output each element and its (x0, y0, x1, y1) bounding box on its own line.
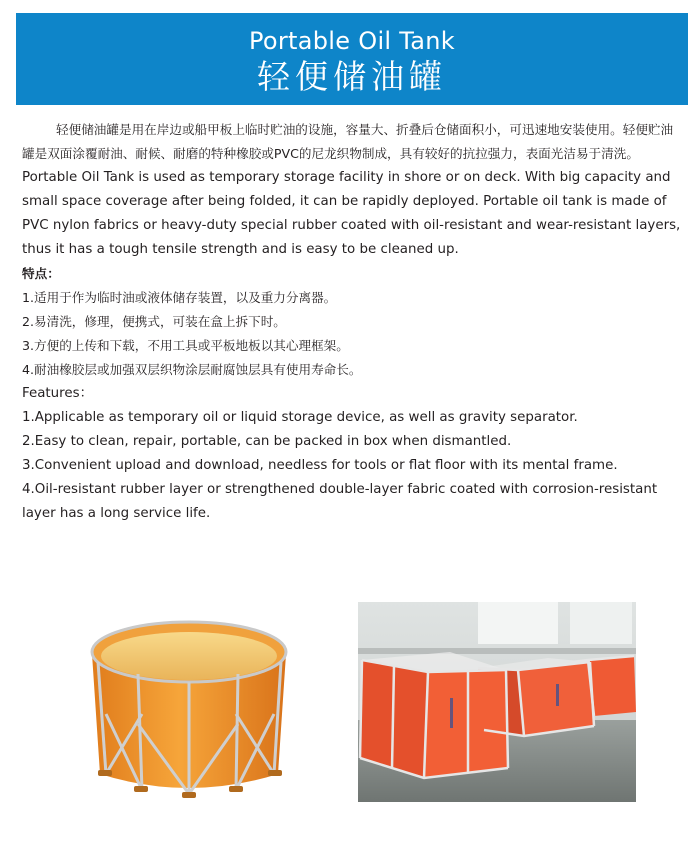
feature-cn-item: 1.适用于作为临时油或液体储存装置，以及重力分离器。 (22, 290, 337, 305)
features-en-heading: Features： (22, 386, 93, 401)
feature-cn-item: 2.易清洗，修理，便携式，可装在盒上拆下时。 (22, 314, 286, 329)
feature-cn-item: 3.方便的上传和下载，不用工具或平板地板以其心理框架。 (22, 338, 349, 353)
features-cn-heading: 特点： (22, 266, 60, 281)
feature-en-item: 3.Convenient upload and download, needless for tools or flat floor with its mental frame. (22, 458, 618, 473)
feature-en-item: 2.Easy to clean, repair, portable, can be packed in box when dismantled. (22, 434, 512, 449)
title-english: Portable Oil Tank (248, 27, 456, 55)
square-tanks-photo (358, 602, 636, 802)
feature-cn-item: 4.耐油橡胶层或加强双层织物涂层耐腐蚀层具有使用寿命长。 (22, 362, 362, 377)
intro-english: Portable Oil Tank is used as temporary storage facility in shore or on deck. With big capacity and small space coverage after being folded, it can be rapidly deployed. Portable oil tank is made of PVC nylon fabrics or heavy-duty special rubber coated with oil-resistant and wear-resistant layers, thus it has a tough tensile strength and is easy to be cleaned up. (22, 170, 681, 257)
feature-en-item: 1.Applicable as temporary oil or liquid storage device, as well as gravity separator. (22, 410, 578, 425)
intro-chinese: 轻便储油罐是用在岸边或船甲板上临时贮油的设施，容量大、折叠后仓储面积小，可迅速地安装使用。轻便贮油罐是双面涂覆耐油、耐候、耐磨的特种橡胶或PVC的尼龙织物制成，具有较好的抗拉强力，表面光洁易于清洗。 (22, 122, 674, 161)
title-chinese: 轻便储油罐 (257, 57, 447, 96)
document-body (22, 118, 682, 526)
round-tank-photo (78, 604, 300, 802)
title-banner (16, 13, 688, 105)
feature-en-item: 4.Oil-resistant rubber layer or strengthened double-layer fabric coated with corrosion-resistant layer has a long service life. (22, 482, 658, 521)
